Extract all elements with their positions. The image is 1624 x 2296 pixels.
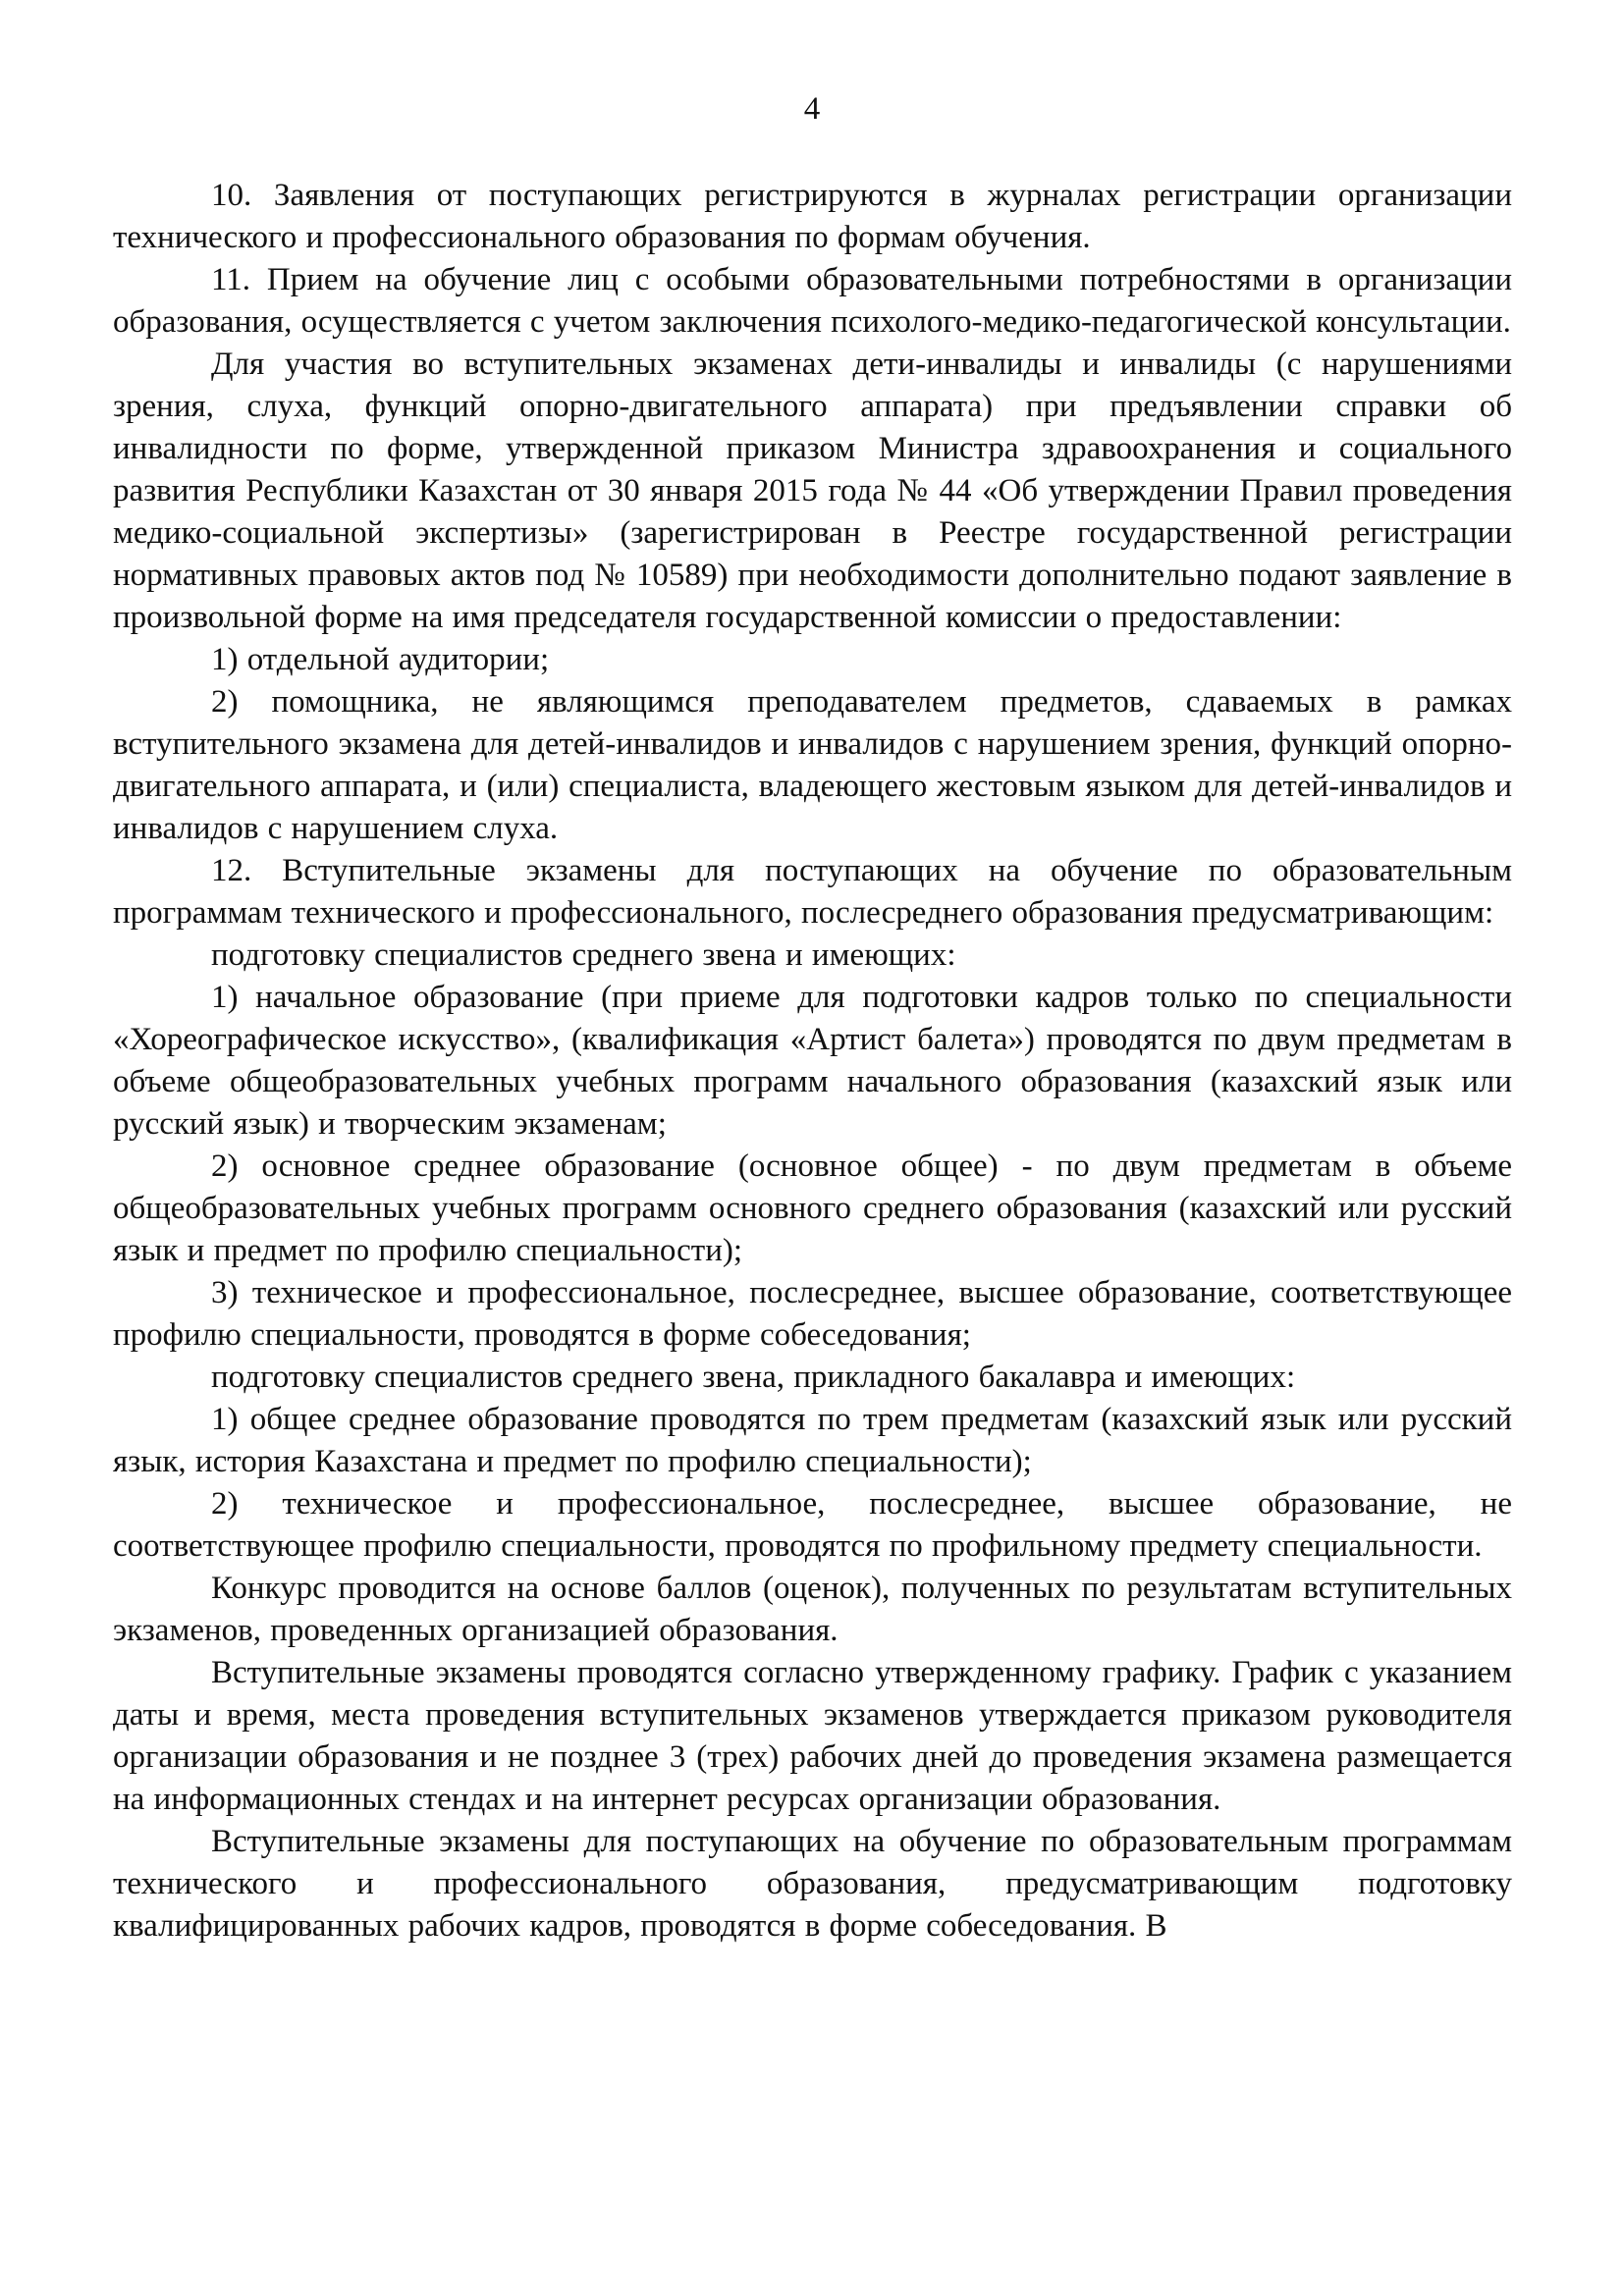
paragraph: 2) техническое и профессиональное, послесреднее, высшее образование, не соответствующее профилю специальности, проводятся по профильному предмету специальности. [113,1486,1512,1564]
paragraph: 2) основное среднее образование (основное общее) - по двум предметам в объеме общеобразовательных учебных программ основного среднего образования (казахский или русский язык и предмет по профилю специальности); [113,1148,1512,1268]
paragraph: 1) общее среднее образование проводятся по трем предметам (казахский язык или русский язык, история Казахстана и предмет по профилю специальности); [113,1402,1512,1479]
paragraph: 3) техническое и профессиональное, послесреднее, высшее образование, соответствующее профилю специальности, проводятся в форме собеседования; [113,1275,1512,1353]
paragraph: 1) начальное образование (при приеме для подготовки кадров только по специальности «Хореографическое искусство», (квалификация «Артист балета») проводятся по двум предметам в объеме общеобразовательных учебных программ начального образования (казахский язык или русский язык) и творческим экзаменам; [113,980,1512,1142]
paragraph: Вступительные экзамены для поступающих на обучение по образовательным программам технического и профессионального образования, предусматривающим подготовку квалифицированных рабочих кадров, проводятся в форме собеседования. В [113,1824,1512,1944]
paragraph: 10. Заявления от поступающих регистрируются в журналах регистрации организации технического и профессионального образования по формам обучения. [113,178,1512,255]
paragraph: Для участия во вступительных экзаменах дети-инвалиды и инвалиды (с нарушениями зрения, слуха, функций опорно-двигательного аппарата) при предъявлении справки об инвалидности по форме, утвержденной приказом Министра здравоохранения и социального развития Республики Казахстан от 30 января 2015 года № 44 «Об утверждении Правил проведения медико-социальной экспертизы» (зарегистрирован в Реестре государственной регистрации нормативных правовых актов под № 10589) при необходимости дополнительно подают заявление в произвольной форме на имя председателя государственной комиссии о предоставлении: [113,347,1512,635]
paragraph: 2) помощника, не являющимся преподавателем предметов, сдаваемых в рамках вступительного экзамена для детей-инвалидов и инвалидов с нарушением зрения, функций опорно-двигательного аппарата, и (или) специалиста, владеющего жестовым языком для детей-инвалидов и инвалидов с нарушением слуха. [113,684,1512,846]
paragraph: 11. Прием на обучение лиц с особыми образовательными потребностями в организации образования, осуществляется с учетом заключения психолого-медико-педагогической консультации. [113,262,1512,340]
paragraph: Конкурс проводится на основе баллов (оценок), полученных по результатам вступительных экзаменов, проведенных организацией образования. [113,1571,1512,1648]
paragraph: 1) отдельной аудитории; [211,642,550,677]
document-body [113,175,1512,1948]
paragraph: Вступительные экзамены проводятся согласно утвержденному графику. График с указанием даты и время, места проведения вступительных экзаменов утверждается приказом руководителя организации образования и не позднее 3 (трех) рабочих дней до проведения экзамена размещается на информационных стендах и на интернет ресурсах организации образования. [113,1655,1512,1817]
paragraph: 12. Вступительные экзамены для поступающих на обучение по образовательным программам технического и профессионального, послесреднего образования предусматривающим: [113,853,1512,931]
page-number: 4 [803,91,821,127]
paragraph: подготовку специалистов среднего звена, прикладного бакалавра и имеющих: [211,1360,1296,1395]
paragraph: подготовку специалистов среднего звена и имеющих: [211,937,956,973]
